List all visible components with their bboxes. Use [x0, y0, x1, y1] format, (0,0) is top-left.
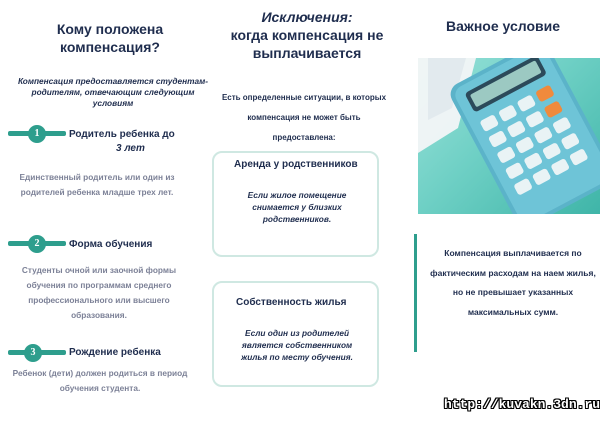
- exception-card-ownership-body: Если один из родителей является собственником жилья по месту обучения.: [241, 328, 353, 362]
- step-2-description: Студенты очной или заочной формы обучения по программам среднего профессионального или высшего образования.: [21, 265, 177, 320]
- calculator-photo: [418, 58, 600, 214]
- middle-title-rest: когда компенсация не выплачивается: [230, 27, 384, 61]
- middle-title-italic: Исключения:: [261, 9, 353, 25]
- exception-card-ownership: [212, 281, 379, 387]
- calculator-illustration: [418, 58, 600, 214]
- middle-column-intro: Есть определенные ситуации, в которых компенсация не может быть предоставлена:: [221, 93, 387, 142]
- middle-column-title: [222, 8, 392, 62]
- important-condition-text: Компенсация выплачивается по фактическим расходам на наем жилья, но не превышает указанных максимальных сумм.: [430, 248, 596, 317]
- exception-card-rent: [212, 151, 379, 257]
- left-column-title: Кому положена компенсация?: [56, 21, 164, 55]
- step-1-title: Родитель ребенка до: [69, 129, 175, 140]
- step-3-badge: 3: [24, 344, 42, 362]
- step-2-title: Форма обучения: [69, 239, 153, 250]
- important-accent-bar: [414, 234, 417, 352]
- step-1-title-line2: 3 лет: [116, 143, 145, 154]
- exception-card-rent-title: Аренда у родственников: [234, 159, 358, 170]
- right-column-title: Важное условие: [446, 18, 560, 34]
- exception-card-rent-body: Если жилое помещение снимается у близких родственников.: [247, 190, 347, 224]
- left-column-intro: Компенсация предоставляется студентам-родителям, отвечающим следующим условиям: [18, 76, 208, 108]
- step-3-description: Ребенок (дети) должен родиться в период обучения студента.: [12, 368, 188, 393]
- step-1-badge: 1: [28, 125, 46, 143]
- footer-url: http://kuvakn.3dn.ru: [444, 397, 600, 412]
- step-1-description: Единственный родитель или один из родителей ребенка младше трех лет.: [19, 172, 175, 197]
- exception-card-ownership-title: Собственность жилья: [236, 297, 347, 308]
- step-2-badge: 2: [28, 235, 46, 253]
- step-3-title: Рождение ребенка: [69, 347, 161, 358]
